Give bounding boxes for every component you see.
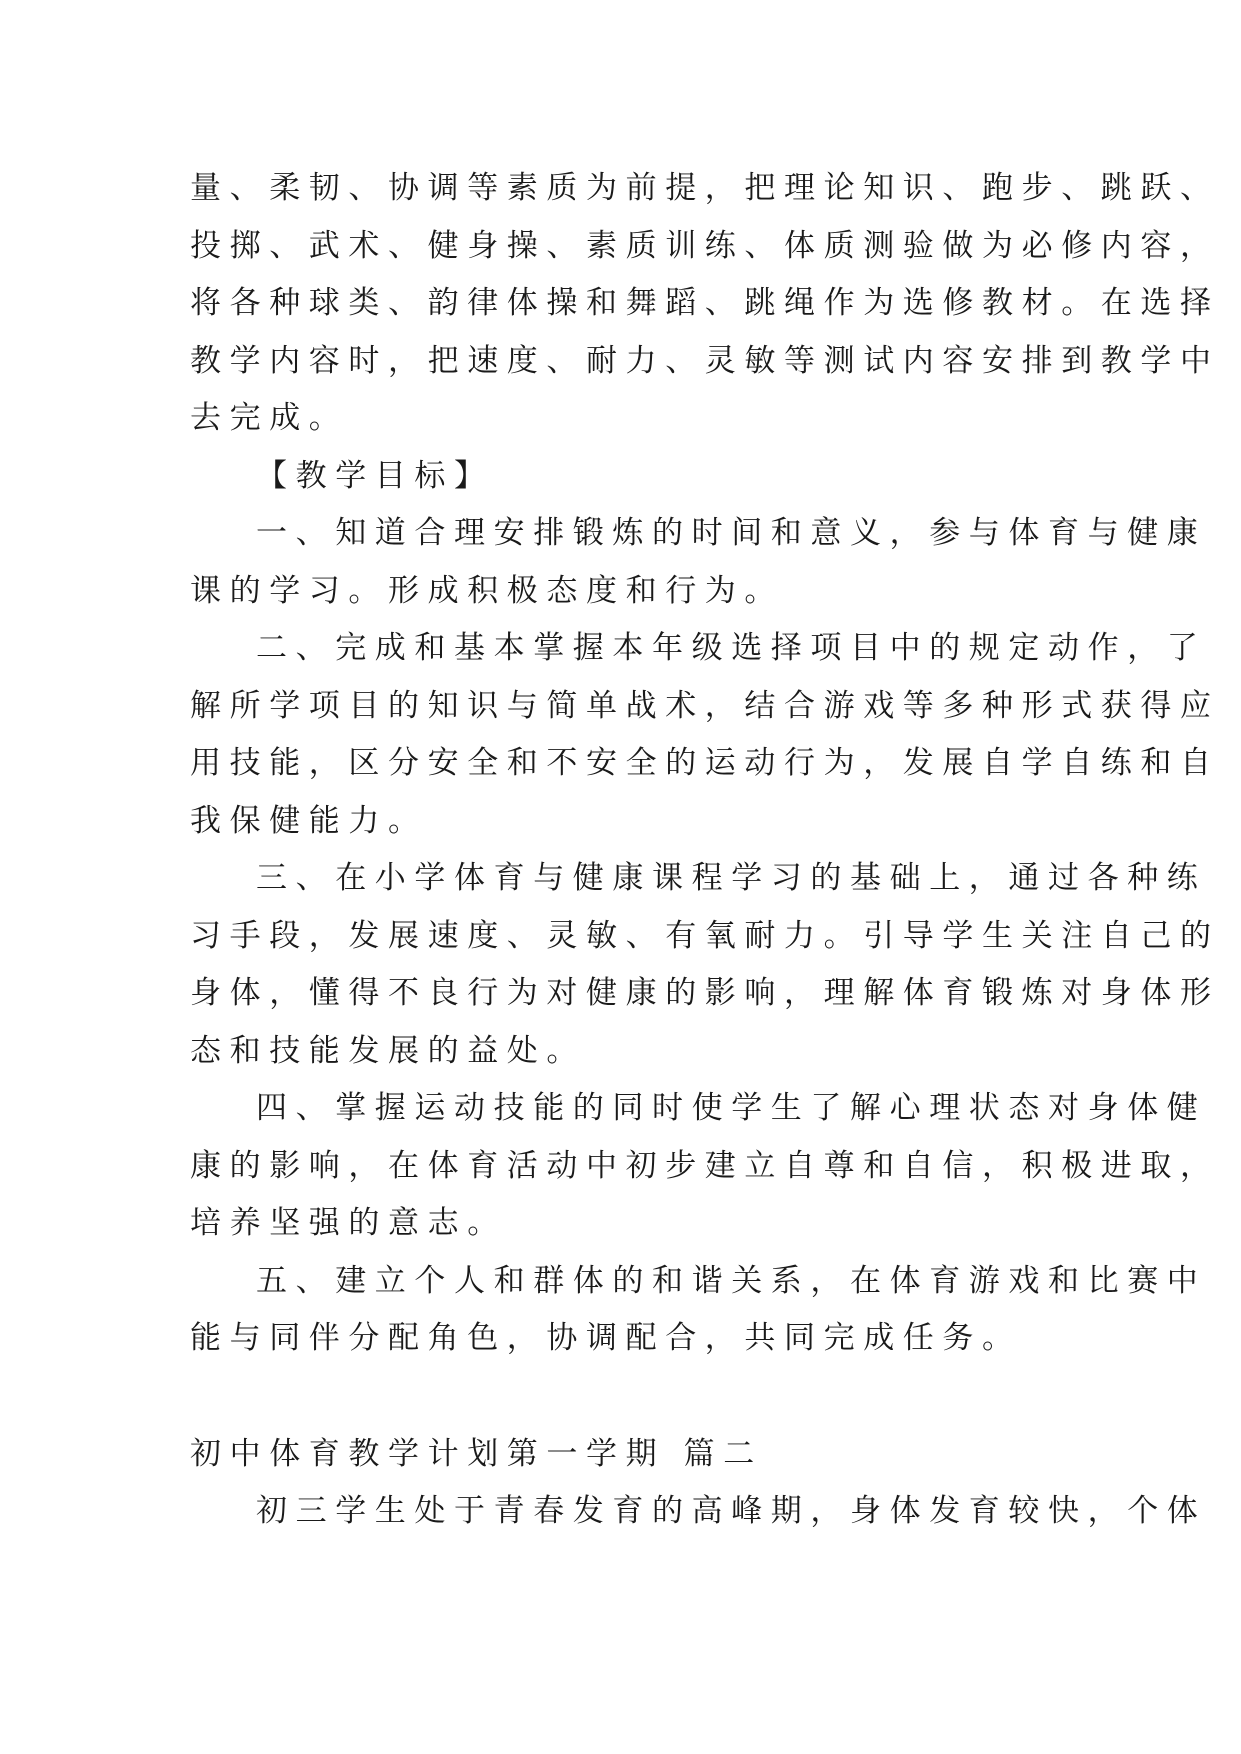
paragraph-line: 去完成。 [190, 400, 349, 436]
paragraph-line: 课的学习。形成积极态度和行为。 [190, 572, 784, 609]
paragraph-line: 身体，懂得不良行为对健康的影响，理解体育锻炼对身体形 [190, 975, 1220, 1011]
paragraph-line: 我保健能力。 [190, 802, 428, 839]
document-page [190, 160, 1220, 1541]
paragraph-line: 五、建立个人和群体的和谐关系，在体育游戏和比赛中 [256, 1262, 1207, 1299]
paragraph-line: 投掷、武术、健身操、素质训练、体质测验做为必修内容， [190, 227, 1220, 264]
paragraph-line: 用技能，区分安全和不安全的运动行为，发展自学自练和自 [190, 745, 1220, 781]
paragraph-line: 四、掌握运动技能的同时使学生了解心理状态对身体健 [256, 1090, 1207, 1126]
section-heading: 【教学目标】 [256, 457, 494, 494]
paragraph-line: 一、知道合理安排锻炼的时间和意义，参与体育与健康 [256, 515, 1207, 551]
paragraph-line: 将各种球类、韵律体操和舞蹈、跳绳作为选修教材。在选择 [190, 285, 1220, 321]
paragraph-line: 教学内容时，把速度、耐力、灵敏等测试内容安排到教学中 [190, 342, 1220, 379]
paragraph-line: 三、在小学体育与健康课程学习的基础上，通过各种练 [256, 860, 1207, 896]
article-title: 初中体育教学计划第一学期 篇二 [190, 1435, 763, 1472]
paragraph-line: 量、柔韧、协调等素质为前提，把理论知识、跑步、跳跃、 [190, 170, 1220, 206]
paragraph-line: 态和技能发展的益处。 [190, 1032, 586, 1069]
paragraph-line: 二、完成和基本掌握本年级选择项目中的规定动作，了 [256, 630, 1207, 666]
paragraph-line: 初三学生处于青春发育的高峰期，身体发育较快，个体 [256, 1493, 1207, 1529]
paragraph-line: 解所学项目的知识与简单战术，结合游戏等多种形式获得应 [190, 687, 1220, 724]
paragraph-line: 康的影响，在体育活动中初步建立自尊和自信，积极进取， [190, 1147, 1220, 1184]
paragraph-line: 培养坚强的意志。 [190, 1205, 507, 1241]
paragraph-line: 习手段，发展速度、灵敏、有氧耐力。引导学生关注自己的 [190, 917, 1220, 954]
paragraph-line: 能与同伴分配角色，协调配合，共同完成任务。 [190, 1320, 1022, 1356]
